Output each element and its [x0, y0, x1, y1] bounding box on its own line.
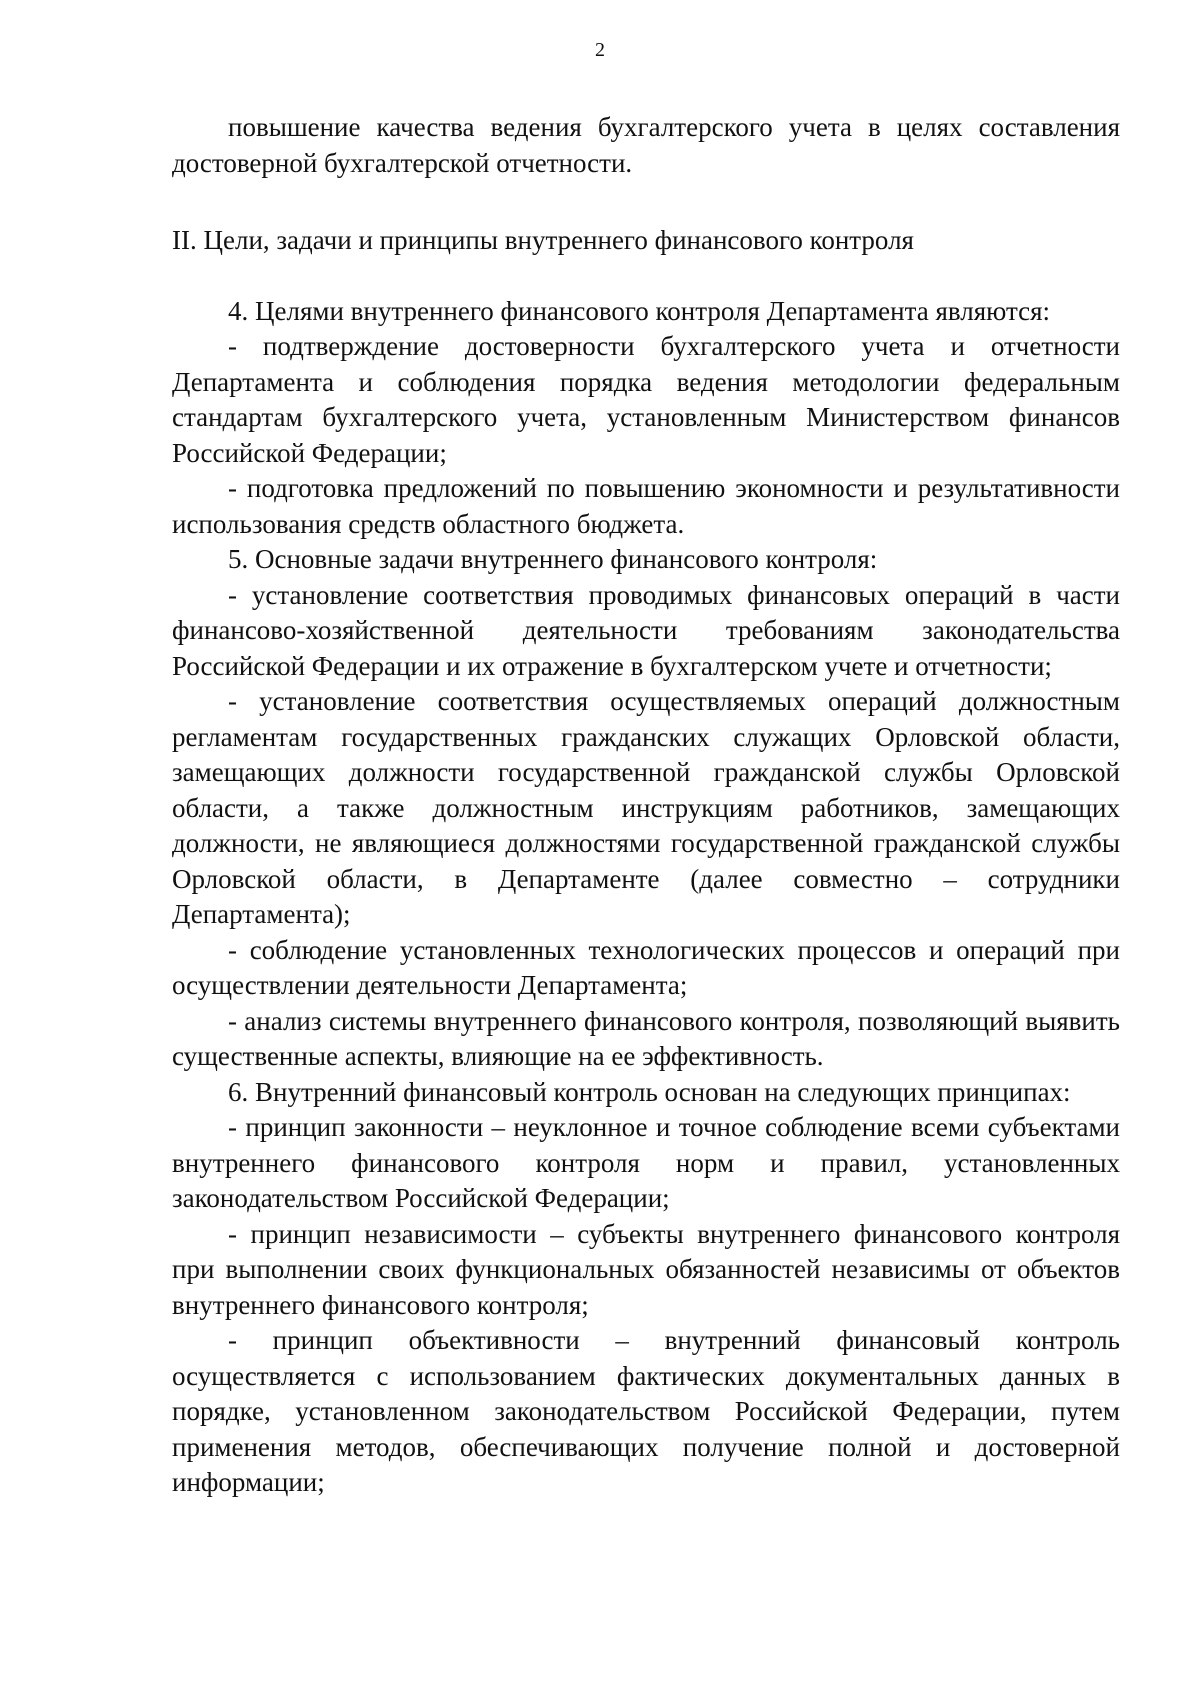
- page-number: 2: [595, 39, 605, 61]
- paragraph-task-2: - установление соответствия осуществляемых операций должностным регламентам государственных гражданских служащих Орловской области, замещающих должности государственной гражданской службы Орловской области, а также должностным инструкциям работников, замещающих должности, не являющиеся должностями государственной гражданской службы Орловской области, в Департаменте (далее совместно – сотрудники Департамента);: [172, 686, 1120, 929]
- paragraph-item-4: 4. Целями внутреннего финансового контроля Департамента являются:: [228, 295, 1050, 326]
- paragraph-item-5: 5. Основные задачи внутреннего финансового контроля:: [228, 544, 878, 574]
- paragraph-goal-1: - подтверждение достоверности бухгалтерского учета и отчетности Департамента и соблюдения порядка ведения методологии федеральным стандартам бухгалтерского учета, установленным Министерством финансов Российской Федерации;: [172, 331, 1120, 468]
- section-heading: II. Цели, задачи и принципы внутреннего финансового контроля: [172, 225, 914, 255]
- paragraph-task-1: - установление соответствия проводимых финансовых операций в части финансово-хозяйственной деятельности требованиям законодательства Российской Федерации и их отражение в бухгалтерском учете и отчетности;: [172, 579, 1120, 681]
- paragraph-principle-independence: - принцип независимости – субъекты внутреннего финансового контроля при выполнении своих функциональных обязанностей независимы от объектов внутреннего финансового контроля;: [172, 1218, 1120, 1320]
- paragraph-goal-2: - подготовка предложений по повышению экономности и результативности использования средств областного бюджета.: [172, 473, 1120, 539]
- paragraph-intro-continuation: повышение качества ведения бухгалтерского учета в целях составления достоверной бухгалтерской отчетности.: [172, 112, 1120, 178]
- paragraph-task-3: - соблюдение установленных технологических процессов и операций при осуществлении деятельности Департамента;: [172, 934, 1120, 1000]
- paragraph-item-6: 6. Внутренний финансовый контроль основан на следующих принципах:: [228, 1076, 1071, 1107]
- paragraph-principle-legality: - принцип законности – неуклонное и точное соблюдение всеми субъектами внутреннего финансового контроля норм и правил, установленных законодательством Российской Федерации;: [172, 1112, 1120, 1213]
- document-body: [172, 110, 1120, 1501]
- paragraph-principle-objectivity: - принцип объективности – внутренний финансовый контроль осуществляется с использованием фактических документальных данных в порядке, установленном законодательством Российской Федерации, путем применения методов, обеспечивающих получение полной и достоверной информации;: [172, 1325, 1120, 1497]
- paragraph-task-4: - анализ системы внутреннего финансового контроля, позволяющий выявить существенные аспекты, влияющие на ее эффективность.: [172, 1005, 1120, 1071]
